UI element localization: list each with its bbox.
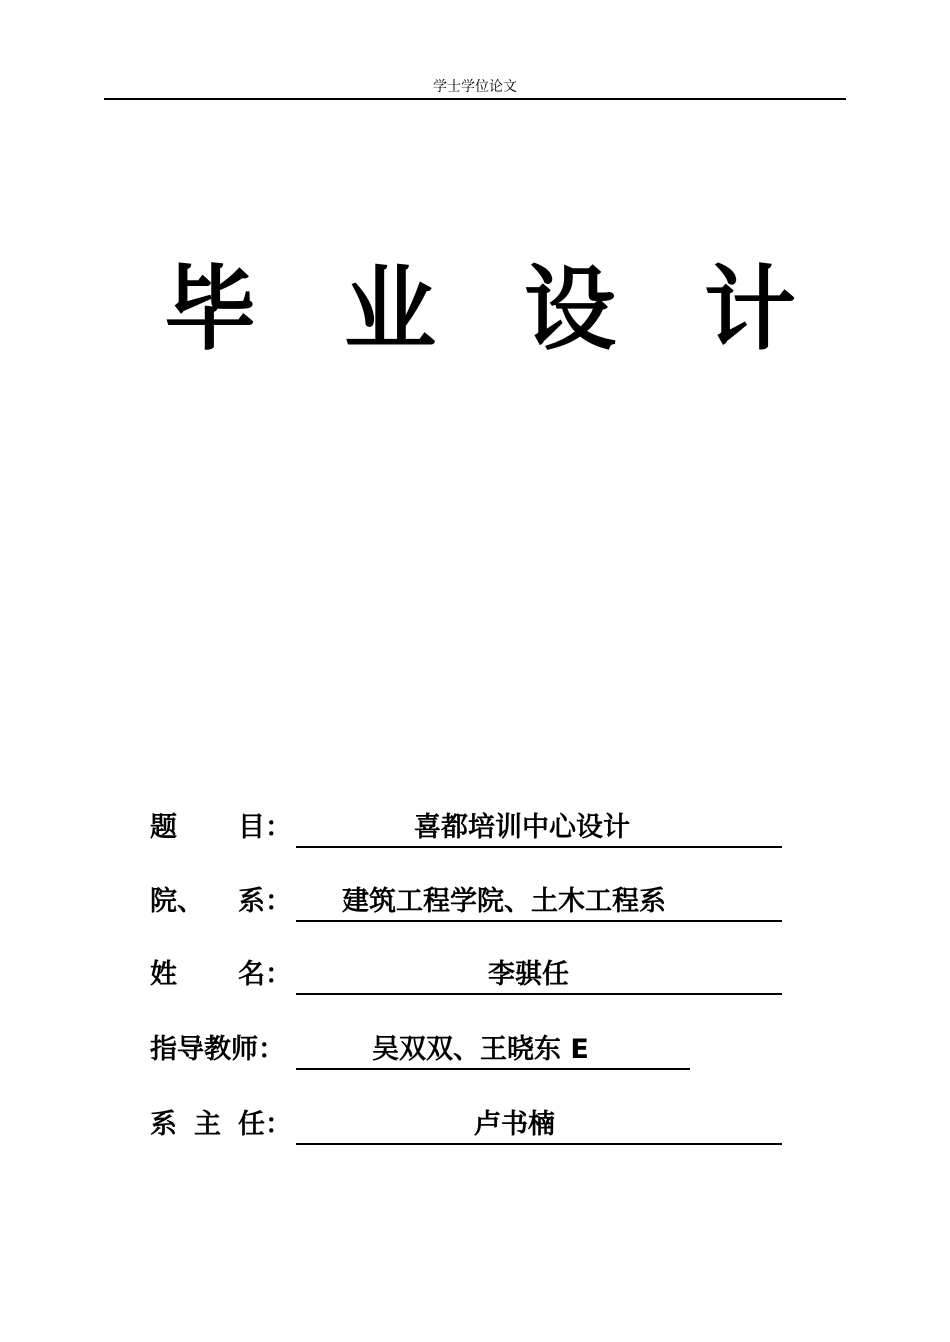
field-head (150, 1105, 790, 1145)
cover-title-char: 设 (523, 256, 616, 363)
field-advisor-label: 指导教师： (150, 1034, 285, 1065)
field-department-label: 院、 系： (150, 886, 292, 917)
cover-title-char: 计 (703, 256, 796, 363)
cover-title-char: 毕 (163, 256, 256, 363)
running-header: 学士学位论文 (433, 79, 517, 95)
field-name-value: 李骐任 (488, 959, 569, 990)
field-topic-value: 喜都培训中心设计 (414, 812, 630, 843)
field-advisor-value: 吴双双、王晓东 E (372, 1034, 589, 1065)
field-department (150, 882, 790, 922)
field-name-label: 姓 名： (150, 959, 292, 990)
field-name (150, 955, 790, 995)
field-advisor (150, 1030, 790, 1070)
header-rule (104, 98, 846, 100)
cover-title-char: 业 (343, 256, 436, 363)
field-department-value: 建筑工程学院、土木工程系 (342, 886, 666, 917)
cover-title (140, 255, 820, 365)
field-topic-label: 题 目： (150, 812, 292, 843)
field-head-value: 卢书楠 (474, 1109, 555, 1140)
field-head-label: 系 主 任： (150, 1109, 292, 1140)
field-topic (150, 808, 790, 848)
